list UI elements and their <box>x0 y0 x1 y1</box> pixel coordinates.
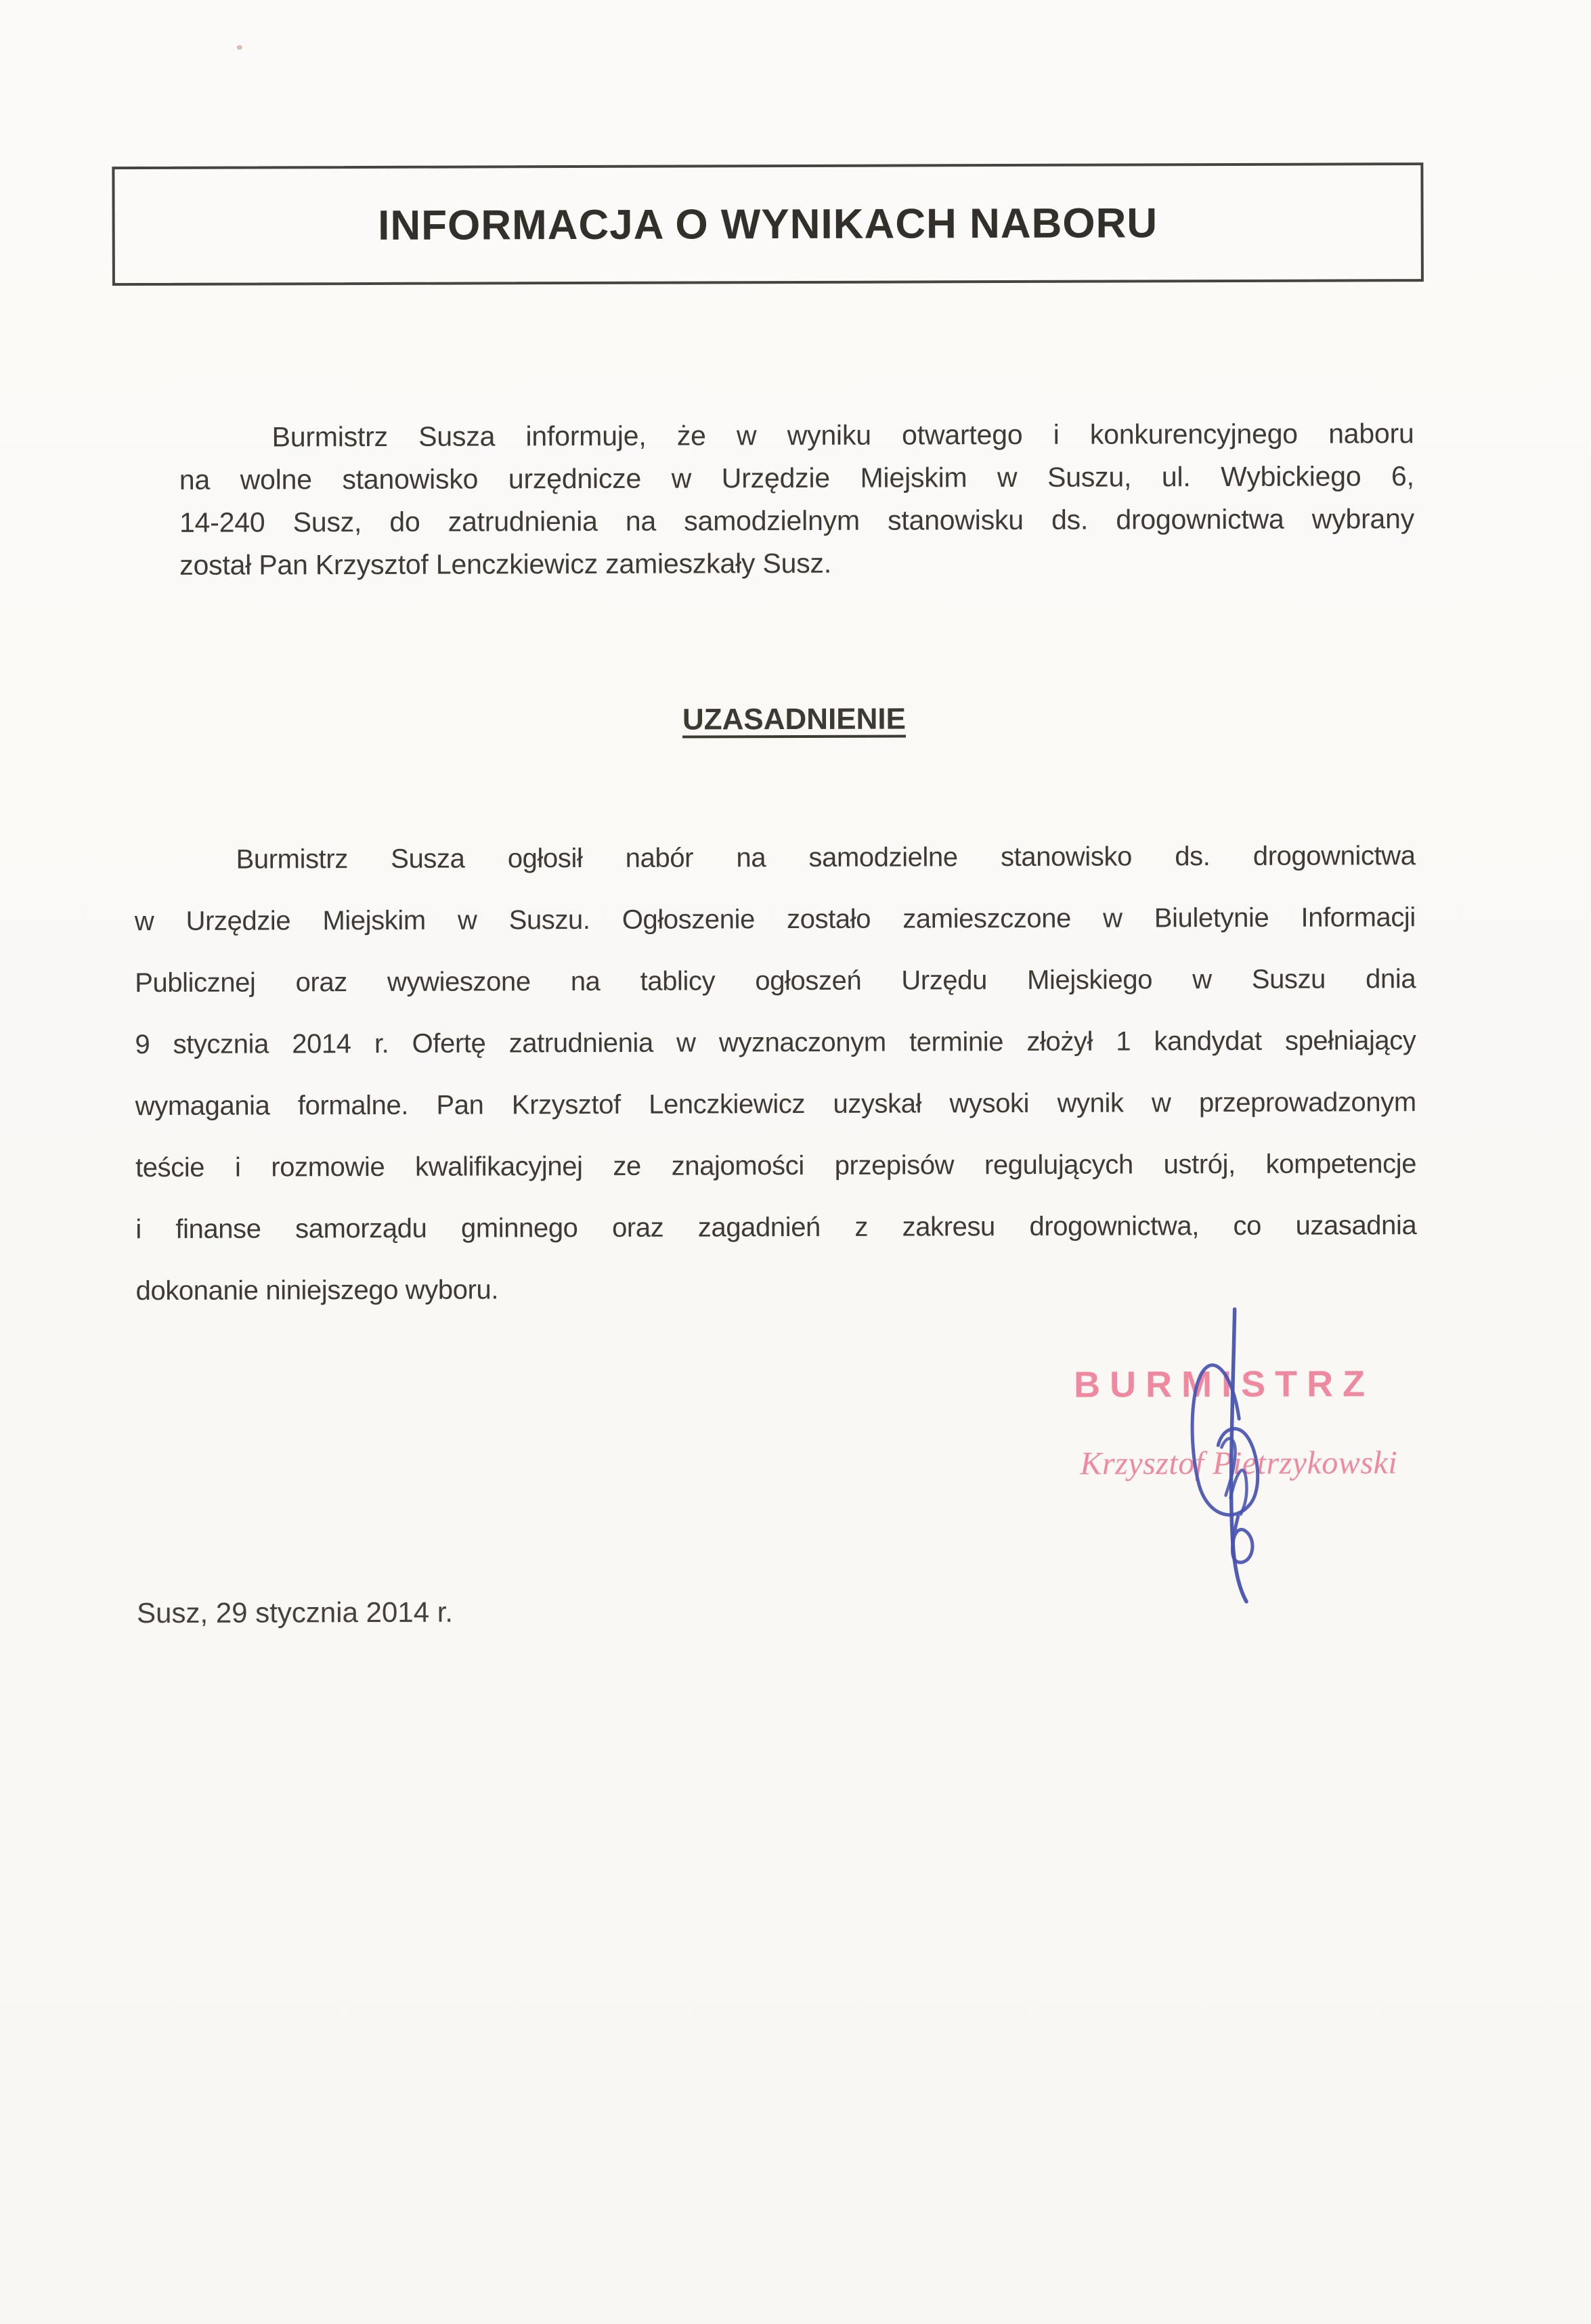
text-line: Publicznej oraz wywieszone na tablicy ogłoszeń Urzędu Miejskiego w Suszu dnia <box>135 964 1416 999</box>
section-heading-uzasadnienie <box>0 700 1590 739</box>
text-line: dokonanie niniejszego wyboru. <box>135 1275 499 1307</box>
text-line: na wolne stanowisko urzędnicze w Urzędzie Miejskim w Suszu, ul. Wybickiego 6, <box>179 460 1414 496</box>
text-line: teście i rozmowie kwalifikacyjnej ze znajomości przepisów regulujących ustrój, kompetencje <box>135 1149 1417 1183</box>
section-heading-text: UZASADNIENIE <box>682 702 907 737</box>
text-line: został Pan Krzysztof Lenczkiewicz zamieszkały Susz. <box>179 547 832 581</box>
text-line: Burmistrz Susza informuje, że w wyniku otwartego i konkurencyjnego naboru <box>271 418 1414 453</box>
text-line: Burmistrz Susza ogłosił nabór na samodzielne stanowisko ds. drogownictwa <box>236 841 1416 875</box>
intro-paragraph <box>179 412 1415 587</box>
text-line: 14-240 Susz, do zatrudnienia na samodzielnym stanowisku ds. drogownictwa wybrany <box>179 503 1415 538</box>
paper-speck <box>237 45 242 50</box>
justification-paragraph <box>134 825 1416 1322</box>
document-title: INFORMACJA O WYNIKACH NABORU <box>378 199 1158 249</box>
text-line: i finanse samorządu gminnego oraz zagadnień z zakresu drogownictwa, co uzasadnia <box>135 1210 1417 1245</box>
pen-stroke-bottom-loop <box>1232 1516 1252 1562</box>
text-line: 9 stycznia 2014 r. Ofertę zatrudnienia w wyznaczonym terminie złożył 1 kandydat spełniający <box>135 1026 1416 1060</box>
stamp-name: Krzysztof Pietrzykowski <box>1080 1445 1398 1482</box>
text-line: wymagania formalne. Pan Krzysztof Lenczkiewicz uzyskał wysoki wynik w przeprowadzonym <box>135 1087 1416 1122</box>
stamp-role-burmistrz: BURMISTRZ <box>1073 1363 1375 1405</box>
text-line: w Urzędzie Miejskim w Suszu. Ogłoszenie zostało zamieszczone w Biuletynie Informacji <box>134 902 1416 937</box>
date-line: Susz, 29 stycznia 2014 r. <box>137 1596 454 1629</box>
title-box <box>112 162 1424 286</box>
